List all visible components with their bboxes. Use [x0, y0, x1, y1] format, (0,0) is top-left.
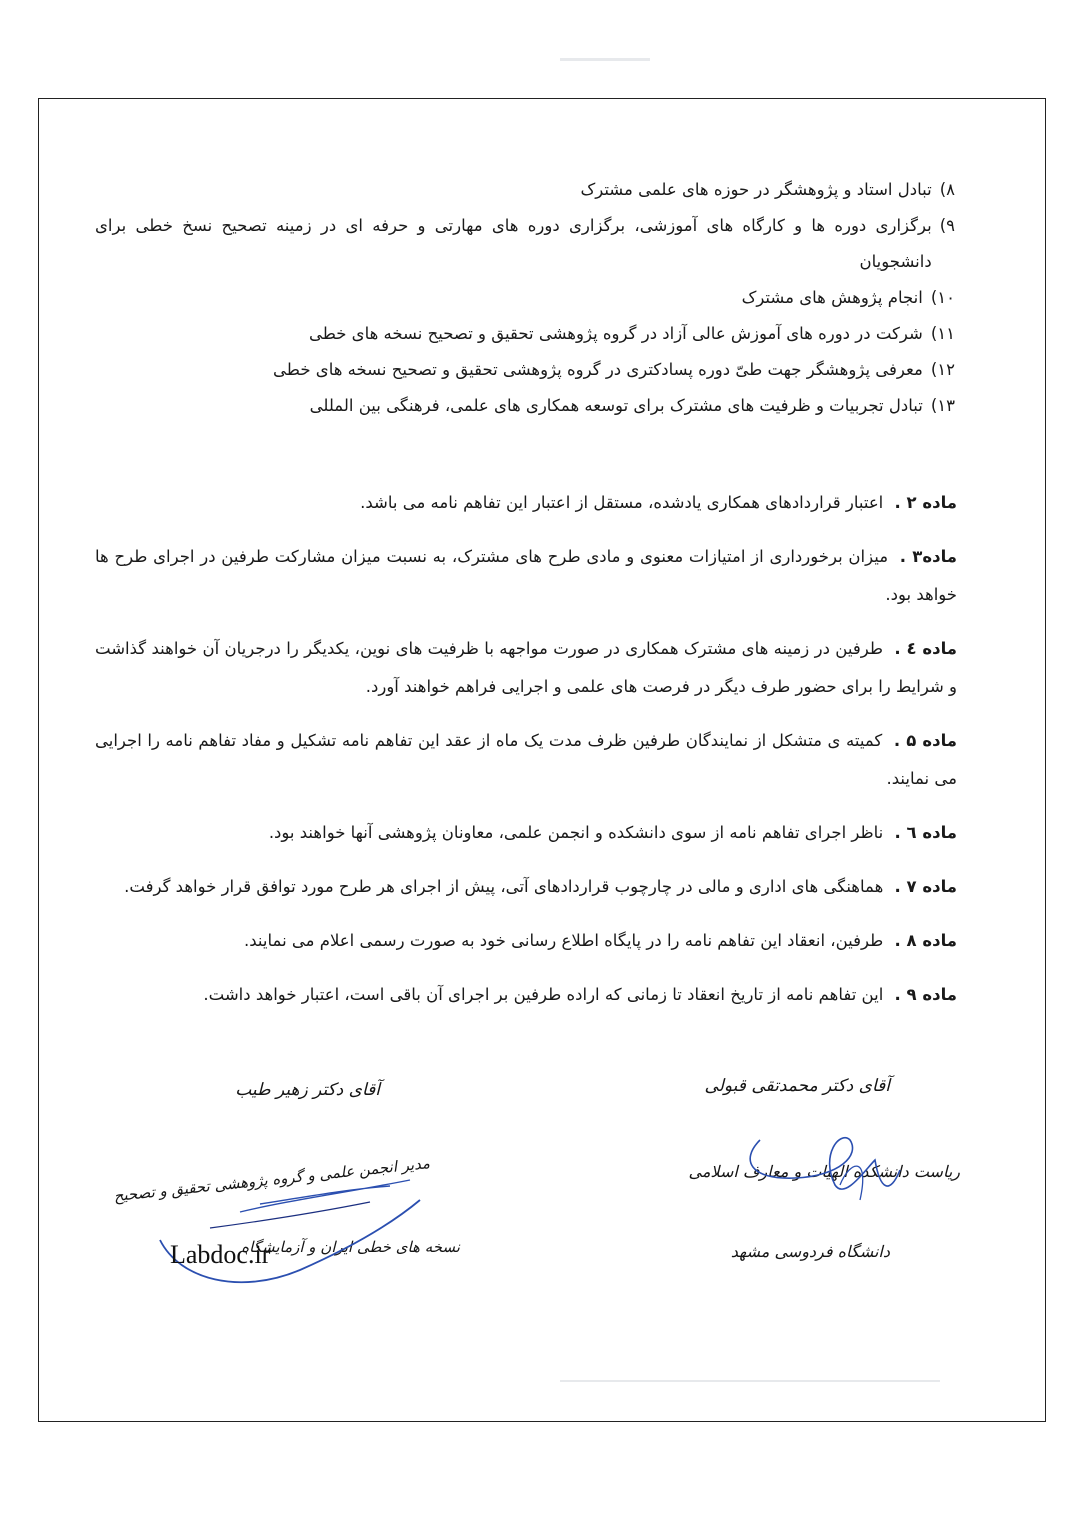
signatory-organization: نسخه های خطی ایران و آزمایشگاه	[241, 1238, 460, 1256]
list-number: ۹)	[939, 216, 955, 235]
signatory-name: آقای دکتر زهیر طیب	[235, 1080, 380, 1100]
article-label: ماده ۷ .	[894, 877, 957, 896]
article-label: ماده ۵ .	[893, 731, 958, 750]
article-6	[95, 814, 957, 852]
article-9	[95, 976, 957, 1014]
signatory-name: آقای دکتر محمدتقی قبولی	[704, 1076, 890, 1096]
scan-artifact-top	[560, 58, 650, 61]
article-8	[95, 922, 957, 960]
list-text: تبادل تجربیات و ظرفیت های مشترک برای توسعه همکاری های علمی، فرهنگی بین المللی	[309, 396, 923, 415]
article-text: طرفین، انعقاد این تفاهم نامه را در پایگاه اطلاع رسانی خود به صورت رسمی اعلام می نمایند.	[244, 931, 884, 950]
list-item	[95, 172, 955, 208]
article-text: ناظر اجرای تفاهم نامه از سوی دانشکده و انجمن علمی، معاونان پژوهشی آنها خواهند بود.	[268, 823, 884, 842]
website-label: Labdoc.ir	[170, 1240, 271, 1269]
signature-scribble-right	[700, 1100, 960, 1220]
list-item	[95, 208, 955, 280]
article-5	[95, 722, 957, 798]
signature-block-right	[688, 1070, 960, 1290]
article-label: ماده۳ .	[899, 547, 957, 566]
signatory-title: مدیر انجمن علمی و گروه پژوهشی تحقیق و تصحیح	[113, 1154, 431, 1206]
list-number: ۱۲)	[930, 360, 955, 379]
articles-section	[95, 484, 957, 1030]
list-text: انجام پژوهش های مشترک	[741, 288, 923, 307]
list-number: ۱۳)	[930, 396, 955, 415]
article-3	[95, 538, 957, 614]
article-label: ماده ٦ .	[894, 823, 957, 842]
article-text: طرفین در زمینه های مشترک همکاری در صورت مواجهه با ظرفیت های نوین، یکدیگر را درجریان آن خواهند گذاشت و شرایط را برای حضور طرف دیگر در فرصت های علمی و اجرایی فراهم خواهند آورد.	[95, 639, 957, 696]
list-number: ۸)	[939, 180, 955, 199]
article-text: این تفاهم نامه از تاریخ انعقاد تا زمانی که اراده طرفین بر اجرای آن باقی است، اعتبار خواهد داشت.	[203, 985, 884, 1004]
article-4	[95, 630, 957, 706]
signatory-organization: دانشگاه فردوسی مشهد	[730, 1242, 890, 1261]
article-text: میزان برخورداری از امتیازات معنوی و مادی طرح های مشترک، به نسبت میزان مشارکت طرفین در اجرای طرح ها خواهد بود.	[95, 547, 957, 604]
list-text: تبادل استاد و پژوهشگر در حوزه های علمی مشترک	[580, 180, 932, 199]
list-text: برگزاری دوره ها و کارگاه های آموزشی، برگزاری دوره های مهارتی و حرفه ای در زمینه تصحیح نسخ خطی برای دانشجویان	[95, 216, 932, 271]
article-7	[95, 868, 957, 906]
list-item	[95, 280, 955, 316]
objectives-list	[95, 172, 955, 424]
list-number: ۱۰)	[930, 288, 955, 307]
list-text: معرفی پژوهشگر جهت طیّ دوره پسادکتری در گروه پژوهشی تحقیق و تصحیح نسخه های خطی	[273, 360, 923, 379]
list-text: شرکت در دوره های آموزش عالی آزاد در گروه پژوهشی تحقیق و تصحیح نسخه های خطی	[308, 324, 923, 343]
list-item	[95, 316, 955, 352]
list-item	[95, 388, 955, 424]
article-text: کمیته ی متشکل از نمایندگان طرفین ظرف مدت یک ماه از عقد این تفاهم نامه تشکیل و مفاد تفاهم نامه را اجرایی می نمایند.	[95, 731, 957, 788]
list-item	[95, 352, 955, 388]
article-label: ماده ۲ .	[894, 493, 957, 512]
signatory-title: ریاست دانشکده الهیات و معارف اسلامی	[688, 1162, 960, 1181]
article-label: ماده ۸ .	[894, 931, 957, 950]
article-label: ماده ٤ .	[894, 639, 957, 658]
article-2	[95, 484, 957, 522]
article-text: هماهنگی های اداری و مالی در چارچوب قراردادهای آتی، پیش از اجرای هر طرح مورد توافق قرار خواهد گرفت.	[124, 877, 884, 896]
article-text: اعتبار قراردادهای همکاری یادشده، مستقل از اعتبار این تفاهم نامه می باشد.	[360, 493, 884, 512]
article-label: ماده ۹ .	[894, 985, 957, 1004]
list-number: ۱۱)	[930, 324, 955, 343]
